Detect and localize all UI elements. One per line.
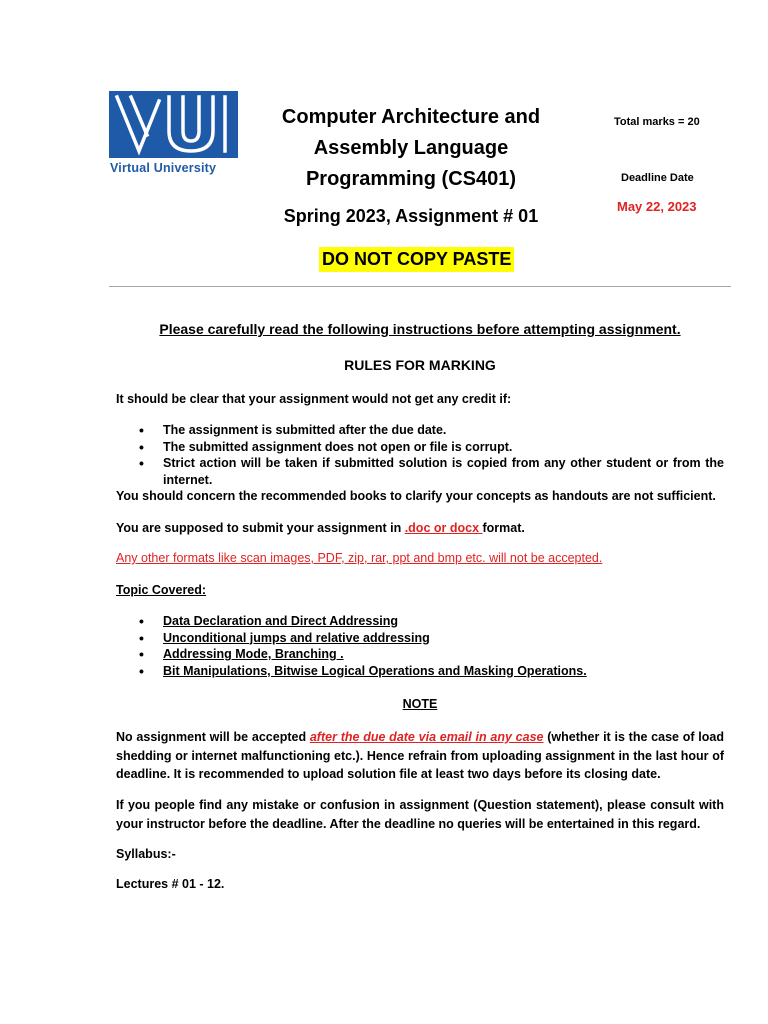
assignment-term: Spring 2023, Assignment # 01 [283,206,539,226]
credit-rule-item: • Strict action will be taken if submitted solution is copied from any other student or from the internet. [116,455,724,488]
books-note: You should concern the recommended books to clarify your concepts as handouts are not sufficient. [116,489,716,503]
topics-list [116,613,724,679]
note-emphasis: after the due date via email in any case [309,730,544,744]
topic-item: • Bit Manipulations, Bitwise Logical Operations and Masking Operations. [116,663,724,680]
course-title-line-3: Programming (CS401) [305,168,517,190]
note-prefix: No assignment will be accepted [116,730,310,744]
syllabus-label: Syllabus:- [116,847,176,861]
deadline-date: May 22, 2023 [617,199,697,214]
note-paragraph [116,728,724,784]
credit-rules-list [116,422,724,488]
note-suffix: (whether it is the case of load shedding or internet malfunctioning etc.). Hence refrain from uploading assignment in the last hour of deadline. It is recommended to upload solution file at least two days before its closing date. [116,730,724,781]
credit-intro: It should be clear that your assignment would not get any credit if: [116,392,512,406]
course-title-line-2: Assembly Language [313,137,509,159]
deadline-label: Deadline Date [621,172,694,184]
mistake-note: If you people find any mistake or confusion in assignment (Question statement), please consult with your instructor before the deadline. After the deadline no queries will be entertained in this regard. [116,798,724,831]
topics-heading: Topic Covered: [116,583,207,597]
lectures-range: Lectures # 01 - 12. [116,877,225,891]
format-value: .doc or docx [404,521,483,535]
rules-heading: RULES FOR MARKING [344,357,496,373]
course-title-line-1: Computer Architecture and [281,106,541,128]
credit-rule-item: • The assignment is submitted after the due date. [116,422,724,439]
other-formats-warning: Any other formats like scan images, PDF, zip, rar, ppt and bmp etc. will not be accepted. [116,551,603,565]
university-logo [109,91,238,179]
topic-item: • Addressing Mode, Branching . [116,646,724,663]
copy-warning: DO NOT COPY PASTE [319,247,514,272]
total-marks: Total marks = 20 [614,116,700,128]
topic-item: • Unconditional jumps and relative addressing [116,630,724,647]
instructions-heading: Please carefully read the following instructions before attempting assignment. [159,321,681,337]
format-suffix: format. [482,521,525,535]
format-prefix: You are supposed to submit your assignment in [116,521,405,535]
logo-caption: Virtual University [110,161,217,175]
header-divider [109,286,731,287]
format-requirement [116,520,724,537]
credit-rule-item: • The submitted assignment does not open or file is corrupt. [116,439,724,456]
course-title [270,102,552,195]
note-heading: NOTE [402,697,438,711]
topic-item: • Data Declaration and Direct Addressing [116,613,724,630]
vu-logo-mark [109,91,238,158]
